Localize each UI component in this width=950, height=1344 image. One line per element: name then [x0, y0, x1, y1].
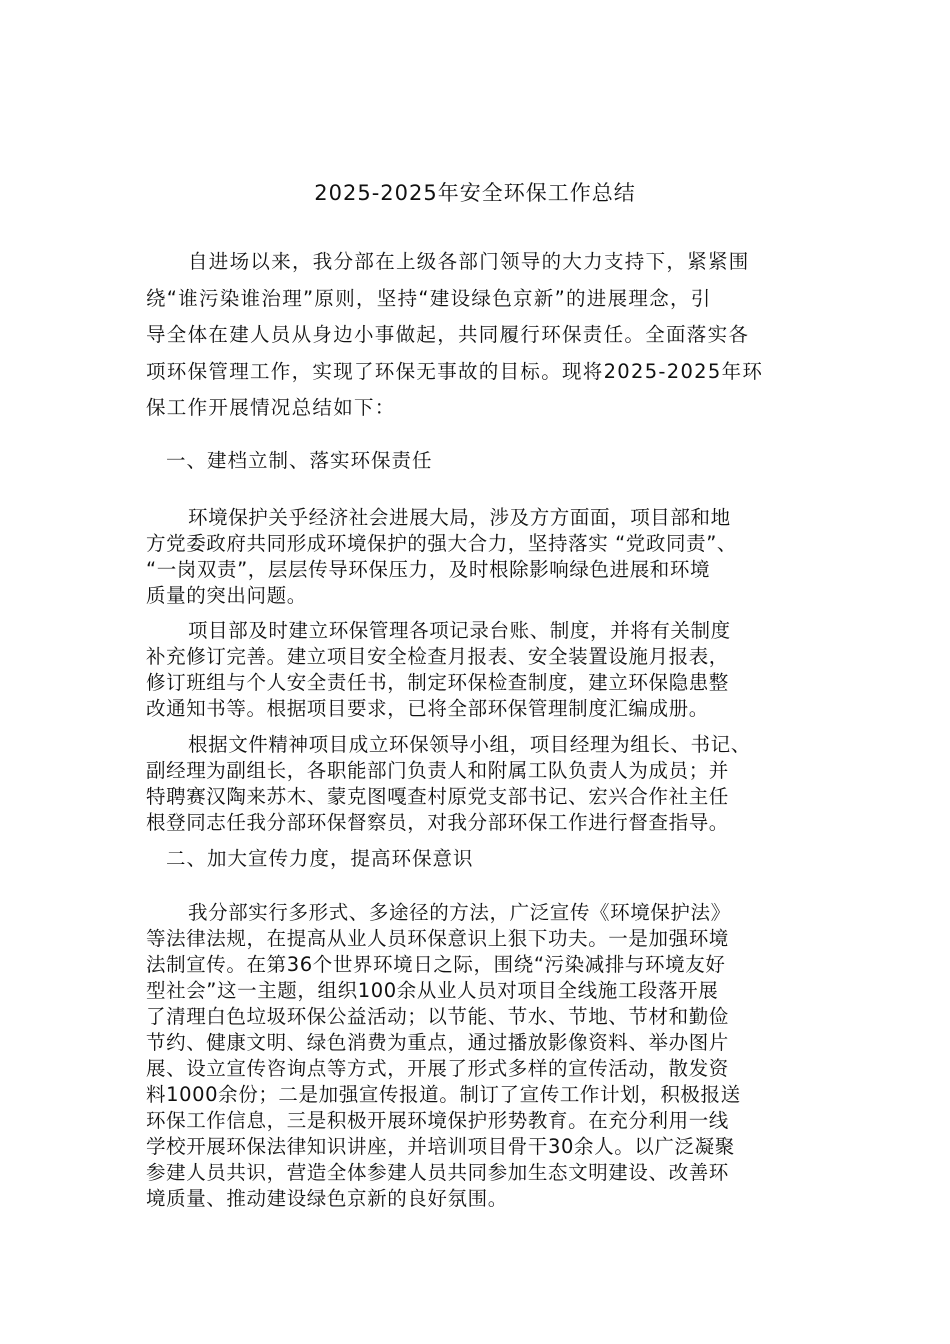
paragraph-line: 自进场以来，我分部在上级各部门领导的大力支持下，紧紧围	[188, 250, 750, 273]
paragraph-line: 学校开展环保法律知识讲座，并培训项目骨干30余人。以广泛凝聚	[146, 1135, 735, 1158]
paragraph-line: 料1000余份；二是加强宣传报道。制订了宣传工作计划，积极报送	[146, 1083, 741, 1106]
paragraph-line: 参建人员共识，营造全体参建人员共同参加生态文明建设、改善环	[146, 1161, 729, 1184]
paragraph-line: 节约、健康文明、绿色消费为重点，通过播放影像资料、举办图片	[146, 1031, 729, 1054]
paragraph-line: 项环保管理工作，实现了环保无事故的目标。现将2025-2025年环	[146, 359, 764, 383]
paragraph-line: 根登同志任我分部环保督察员，对我分部环保工作进行督查指导。	[146, 811, 729, 834]
document-title: 2025-2025年安全环保工作总结	[314, 181, 636, 205]
section-heading-2: 二、加大宣传力度，提高环保意识	[166, 847, 474, 870]
paragraph-line: 法制宣传。在第36个世界环境日之际，围绕“污染减排与环境友好	[146, 953, 726, 976]
paragraph-line: 我分部实行多形式、多途径的方法，广泛宣传《环境保护法》	[188, 901, 731, 924]
paragraph-line: 导全体在建人员从身边小事做起，共同履行环保责任。全面落实各	[146, 323, 750, 346]
paragraph-line: 方党委政府共同形成环境保护的强大合力，坚持落实 “党政同责”、	[146, 532, 738, 555]
intro-paragraph	[146, 244, 836, 427]
section1-paragraph-2	[146, 618, 836, 722]
paragraph-line: 等法律法规，在提高从业人员环保意识上狠下功夫。一是加强环境	[146, 927, 729, 950]
paragraph-line: 了清理白色垃圾环保公益活动；以节能、节水、节地、节材和勤俭	[146, 1005, 729, 1028]
paragraph-line: 根据文件精神项目成立环保领导小组，项目经理为组长、书记、	[188, 733, 751, 756]
paragraph-line: 项目部及时建立环保管理各项记录台账、制度，并将有关制度	[188, 619, 731, 642]
paragraph-line: 特聘赛汉陶来苏木、蒙克图嘎查村原党支部书记、宏兴合作社主任	[146, 785, 729, 808]
paragraph-line: 环保工作信息，三是积极开展环境保护形势教育。在充分利用一线	[146, 1109, 729, 1132]
section1-paragraph-1	[146, 505, 836, 609]
paragraph-line: 环境保护关乎经济社会进展大局，涉及方方面面，项目部和地	[188, 506, 731, 529]
section1-paragraph-3	[146, 732, 836, 836]
paragraph-line: 改通知书等。根据项目要求，已将全部环保管理制度汇编成册。	[146, 697, 709, 720]
section-heading-1: 一、建档立制、落实环保责任	[166, 449, 433, 472]
paragraph-line: 补充修订完善。建立项目安全检查月报表、安全装置设施月报表，	[146, 645, 729, 668]
section2-paragraph-1	[146, 900, 836, 1212]
paragraph-line: 修订班组与个人安全责任书，制定环保检查制度，建立环保隐患整	[146, 671, 729, 694]
paragraph-line: “一岗双责”，层层传导环保压力，及时根除影响绿色进展和环境	[146, 558, 711, 581]
paragraph-line: 保工作开展情况总结如下：	[146, 396, 396, 419]
paragraph-line: 副经理为副组长，各职能部门负责人和附属工队负责人为成员；并	[146, 759, 729, 782]
paragraph-line: 绕“谁污染谁治理”原则，坚持“建设绿色京新”的进展理念，引	[146, 286, 712, 310]
paragraph-line: 质量的突出问题。	[146, 584, 307, 607]
paragraph-line: 展、设立宣传咨询点等方式，开展了形式多样的宣传活动，散发资	[146, 1057, 729, 1080]
paragraph-line: 境质量、推动建设绿色京新的良好氛围。	[146, 1187, 508, 1210]
paragraph-line: 型社会”这一主题，组织100余从业人员对项目全线施工段落开展	[146, 979, 719, 1002]
